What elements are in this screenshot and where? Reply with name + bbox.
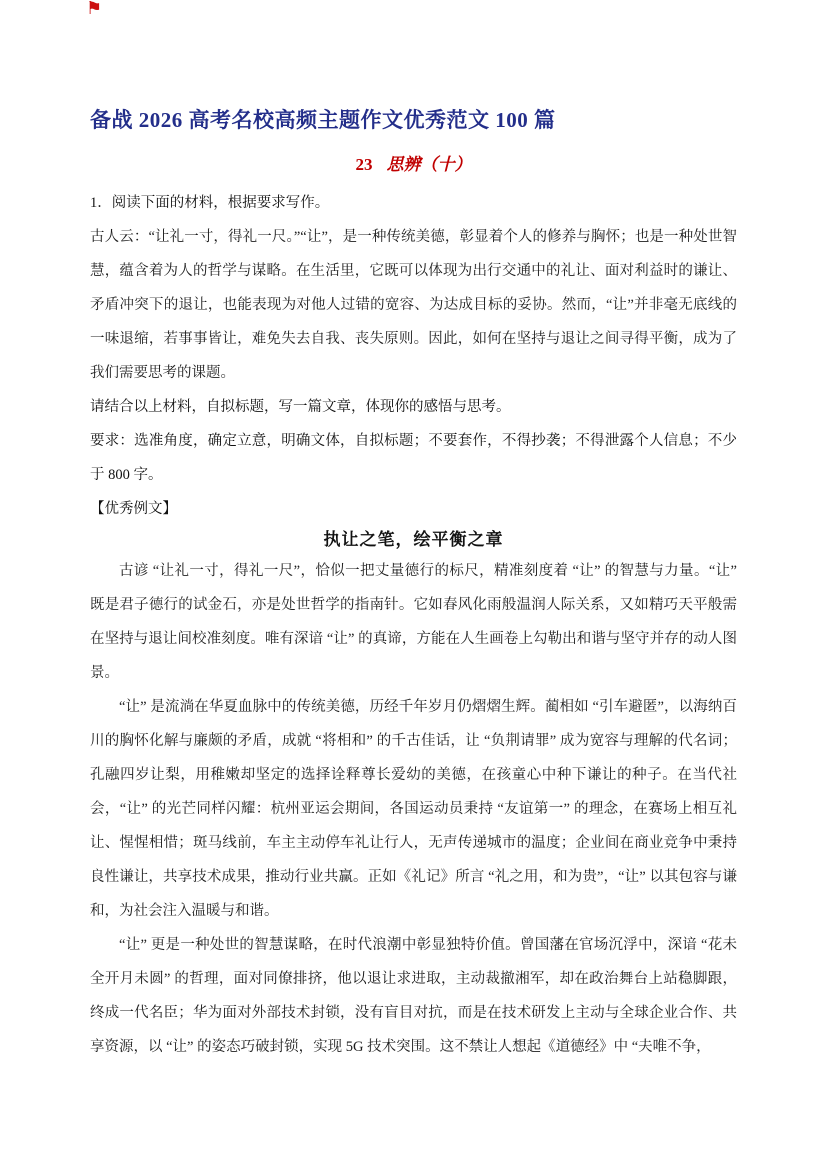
instruction-text: 请结合以上材料，自拟标题，写一篇文章，体现你的感悟与思考。 bbox=[90, 399, 511, 415]
essay-paragraph-3: “让” 更是一种处世的智慧谋略，在时代浪潮中彰显独特价值。曾国藩在官场沉浮中，深谙 “花未全开月未圆” 的哲理，面对同僚排挤，他以退让求进取，主动裁撤湘军，却在政治舞台上站稳脚跟，终成一代名臣；华为面对外部技术封锁，没有盲目对抗，而是在技术研发上主动与全球企业合作、共享资源，以 “让” 的姿态巧破封锁，实现 5G 技术突围。这不禁让人想起《道德经》中 “夫唯不争， bbox=[90, 937, 737, 1055]
sample-essay-label: 【优秀例文】 bbox=[90, 501, 177, 517]
essay-title: 执让之笔，绘平衡之章 bbox=[323, 530, 504, 549]
doc-title: 备战 2026 高考名校高频主题作文优秀范文 100 篇 bbox=[90, 108, 556, 132]
red-flag-icon: ⚑ bbox=[86, 0, 103, 19]
section-number: 23 bbox=[355, 155, 373, 174]
material-text: 古人云：“让礼一寸，得礼一尺。”“让”，是一种传统美德，彰显着个人的修养与胸怀；也是一种处世智慧，蕴含着为人的哲学与谋略。在生活里，它既可以体现为出行交通中的礼让、面对利益时的谦让、矛盾冲突下的退让，也能表现为对他人过错的宽容、为达成目标的妥协。然而，“让”并非毫无底线的一味退缩，若事事皆让，难免失去自我、丧失原则。因此，如何在坚持与退让之间寻得平衡，成为了我们需要思考的课题。 bbox=[90, 229, 737, 381]
section-heading bbox=[90, 152, 737, 178]
section-title: 思辨（十） bbox=[386, 155, 472, 174]
requirements-text: 要求：选准角度，确定立意，明确文体，自拟标题；不要套作，不得抄袭；不得泄露个人信息；不少于 800 字。 bbox=[90, 433, 737, 483]
prompt-label: 1．阅读下面的材料，根据要求写作。 bbox=[90, 195, 330, 211]
essay-paragraph-2: “让” 是流淌在华夏血脉中的传统美德，历经千年岁月仍熠熠生辉。蔺相如 “引车避匿”，以海纳百川的胸怀化解与廉颇的矛盾，成就 “将相和” 的千古佳话，让 “负荆请罪” 成为宽容与理解的代名词；孔融四岁让梨，用稚嫩却坚定的选择诠释尊长爱幼的美德，在孩童心中种下谦让的种子。在当代社会，“让” 的光芒同样闪耀：杭州亚运会期间，各国运动员秉持 “友谊第一” 的理念，在赛场上相互礼让、惺惺相惜；斑马线前，车主主动停车礼让行人，无声传递城市的温度；企业间在商业竞争中秉持良性谦让，共享技术成果，推动行业共赢。正如《礼记》所言 “礼之用，和为贵”，“让” 以其包容与谦和，为社会注入温暖与和谐。 bbox=[90, 699, 737, 919]
essay-paragraph-1: 古谚 “让礼一寸，得礼一尺”，恰似一把丈量德行的标尺，精准刻度着 “让” 的智慧与力量。“让” 既是君子德行的试金石，亦是处世哲学的指南针。它如春风化雨般温润人际关系，又如精巧天平般需在坚持与退让间校准刻度。唯有深谙 “让” 的真谛，方能在人生画卷上勾勒出和谐与坚守并存的动人图景。 bbox=[90, 563, 737, 681]
